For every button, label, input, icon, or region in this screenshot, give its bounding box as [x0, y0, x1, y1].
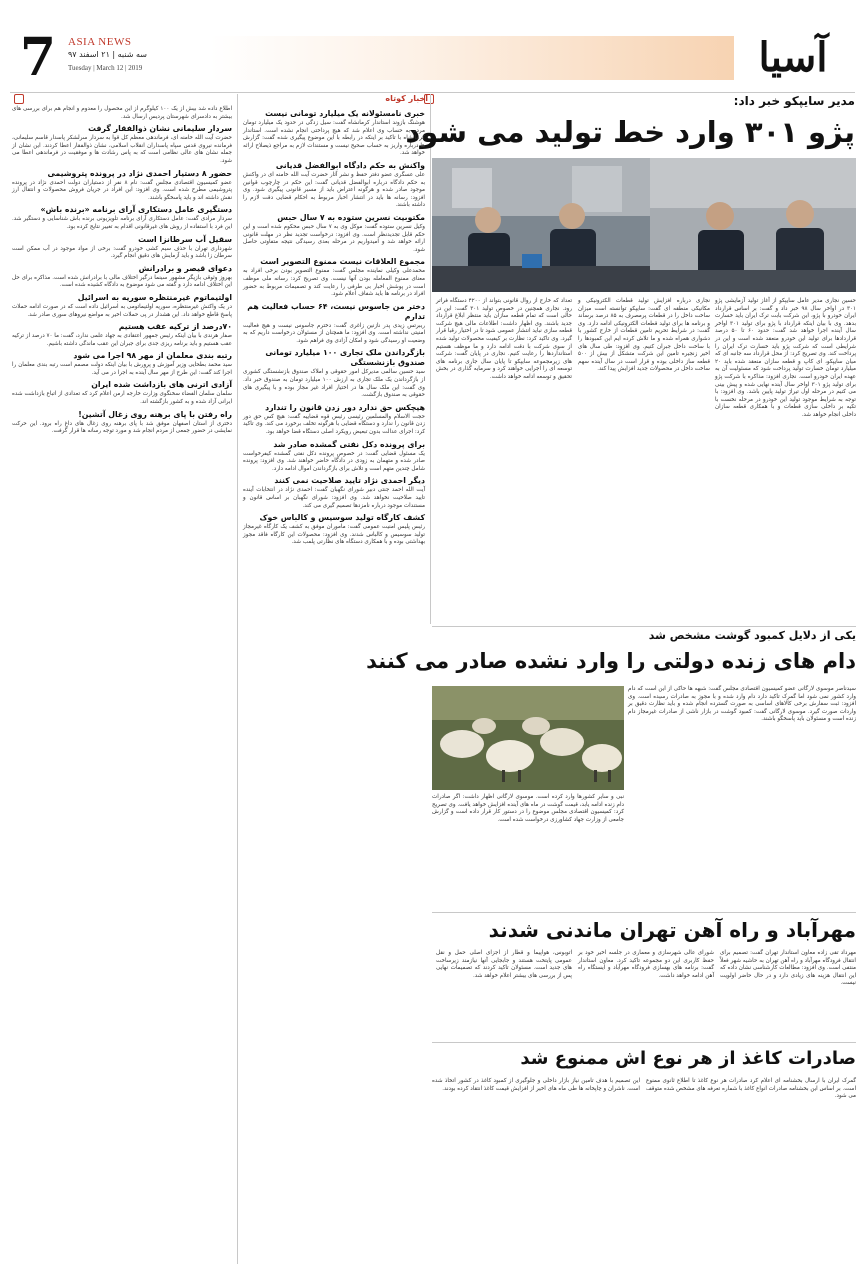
rail-body: اتوبوس، هواپیما و قطار از اجزای اصلی حمل و نقل عمومی پایتخت هستند و جابجایی آنها نیازمند زیرساخت های جدید است. مسئولان تاکید کردند که تصمیمات نهایی پس از بررسی های بیشتر اعلام خواهد شد.: [436, 950, 572, 979]
meeting-photo-icon: [432, 158, 650, 292]
news-body: صفار هرندی با بیان اینکه رئیس جمهور اعتقادی به جهاد علمی ندارد، گفت: ما ۷۰ درصد از ترکیه عقب هستیم و باید برنامه ریزی جدی برای جبران این عقب ماندگی داشته باشیم.: [12, 333, 232, 347]
news-title: حضور ۸ دستیار احمدی نژاد در پرونده پتروشیمی: [47, 168, 232, 178]
brief-title: برای پرونده دکل نفتی گمشده صادر شد: [273, 439, 425, 449]
divider: [432, 626, 856, 627]
brief-body: هوشنگ بازوند استاندار کرمانشاه گفت: سیل زدگی در حدود یک میلیارد تومان مردم به حساب وی اعلام شد که هیچ پرداختی انجام نشده است. استاندار کرمانشاه با تاکید بر اینکه در رابطه با این موضوع پیگیری شده گفت: گزارش ها درباره واریز به حساب صحیح نیست و مستندات لازم به مراجع ذیصلاح ارائه خواهد شد.: [243, 120, 425, 157]
lead-photo: [432, 158, 650, 292]
briefs-column: [243, 106, 425, 1264]
news-title: رتبه بندی معلمان از مهر ۹۸ اجرا می شود: [73, 351, 232, 361]
news-body: سلمان سلمان الفضاء سخنگوی وزارت خارجه ارمن اعلام کرد که تعدادی از اتباع بازداشت شده ایرانی آزاد شده و به کشور بازگشته اند.: [12, 391, 232, 406]
paper-body: گمرک ایران با ارسال بخشنامه ای اعلام کرد صادرات هر نوع کاغذ تا اطلاع ثانوی ممنوع است. بر اساس این بخشنامه صادرات انواع کاغذ با شماره تعرفه های مشخص شده متوقف می شود.: [646, 1078, 856, 1100]
left-column: اطلاع داده شد بیش از یک ۱۰۰ کیلوگرم از این محصول را معدوم و انجام هم برای بررسی های بیشتر به دادسرای شهرستان پردیس ارسال شد. سردار سلیمانی نشان ذوالفقار گرفت حضرت آیت الله خامنه ای، فرماندهی معظم کل قوا به سردار سرلشکر پاسدار قاسم سلیمانی، فرمانده نیروی قدس سپاه پاسداران انقلاب اسلامی، نشان ذوالفقار اعطا کردند. این نشان از جمله نشان های عالی نظامی است که به پاس رشادت ها و موفقیت در فرماندهی اعطا می شود. حضور ۸ دستیار احمدی نژاد در پرونده پتروشیمی عضو کمیسیون اقتصادی مجلس گفت: نام ۸ نفر از دستیاران دولت احمدی نژاد در پرونده پتروشیمی مطرح شده است. وی افزود: این افراد در جریان فروش محصولات و انتقال ارز نقش داشته اند و باید پاسخگو باشند. دستگیری عامل دستکاری آرای برنامه «برنده باش» سردار مرادی گفت: عامل دستکاری آرای برنامه تلویزیونی برنده باش شناسایی و دستگیر شد. این فرد با استفاده از روش های غیرقانونی اقدام به تغییر نتایج کرده بود. سقیل آب سرطانزا است شهرداری تهران با حذف سیم کشی خودرو گفت: برخی از مواد موجود در آب ممکن است سرطان زا باشد و باید آزمایش های دقیق انجام گیرد. دعوای قیصر و برادرانش بهروز وثوقی بازیگر مشهور سینما درگیر اختلاف مالی با برادرانش شده است. مذاکره برای حل این اختلاف ادامه دارد و گفته می شود موضوع به دادگاه کشیده شده است. اولتیماتوم غیرمنتظره سوریه به اسرائیل در یک واکنش غیرمنتظره، سوریه اولتیماتومی به اسرائیل داده است که در صورت ادامه حملات پاسخ قاطع خواهد داد. این هشدار در پی حملات اخیر به مواضع نیروهای سوری صادر شد. ۷۰درصد از ترکیه عقب هستیم صفار هرندی با بیان اینکه رئیس جمهور اعتقادی به جهاد علمی ندارد، گفت: ما ۷۰ درصد از ترکیه عقب هستیم و باید برنامه ریزی جدی برای جبران این عقب ماندگی داشته باشیم. رتبه بندی معلمان از مهر ۹۸ اجرا می شود سید محمد بطحایی وزیر آموزش و پرورش با بیان اینکه دولت مصمم است رتبه بندی معلمان را اجرا کند گفت: این طرح از مهر سال آینده به اجرا در می آید. آزادی اترنی های بازداشت شده ایران سلمان سلمان الفضاء سخنگوی وزارت خارجه ارمن اعلام کرد که تعدادی از اتباع بازداشت شده ایرانی آزاد شده و به کشور بازگشته اند. راه رفتن با پای برهنه روی زغال آتشین! دختری از استان اصفهان موفق شد با پای برهنه روی زغال های داغ راه برود. این حرکت نمایشی در حضور جمعی از مردم انجام شد و مورد توجه رسانه ها قرار گرفت.: [12, 106, 232, 435]
news-title: ۷۰درصد از ترکیه عقب هستیم: [118, 322, 232, 332]
brief-title: دختر من جاسوس نیست، ۶۴ حساب فعالیت هم تدارم: [247, 301, 425, 321]
news-body: سردار مرادی گفت: عامل دستکاری آرای برنامه تلویزیونی برنده باش شناسایی و دستگیر شد. این فرد با استفاده از روش های غیرقانونی اقدام به تغییر نتایج کرده بود.: [12, 216, 232, 230]
brief-title: دیگر احمدی نژاد تایید صلاحیت نمی کنند: [274, 476, 425, 486]
news-title: راه رفتن با پای برهنه روی زغال آتشین!: [78, 409, 232, 419]
news-title: اولتیماتوم غیرمنتظره سوریه به اسرائیل: [77, 292, 232, 302]
lead-body: تعداد که خارج از روال قانونی بتواند از ۴۲۰۰ دستگاه فراتر رود. نجاری همچنین در خصوص تولید ۳۰۱ گفت: این در حالی است که تمام قطعه سازان باید منتظر ابلاغ قرارداد جدید باشند. وی اظهار داشت: اطلاعات مالی هیچ شرکت قطعه سازی نباید انتشار عمومی شود تا در اختیار رقبا قرار گیرد. وی تاکید کرد: نظارت بر کیفیت محصولات تولید شده از سوی شرکت با دقت ادامه دارد و ما موظف هستیم استانداردها را رعایت کنیم. نجاری در پایان گفت: شرکت های زیرمجموعه سایپکو تا پایان سال جاری برنامه های توسعه ای را اجرایی خواهند کرد و سرمایه گذاری در بخش تحقیق و توسعه ادامه خواهد داشت.: [436, 298, 573, 380]
news-title: آزادی اترنی های بازداشت شده ایران: [91, 380, 232, 390]
news-body: در یک واکنش غیرمنتظره، سوریه اولتیماتومی به اسرائیل داده است که در صورت ادامه حملات پاسخ قاطع خواهد داد. این هشدار در پی حملات اخیر به مواضع نیروهای سوری صادر شد.: [12, 303, 232, 318]
brief-body: محمدعلی وکیلی نماینده مجلس گفت: ممنوع التصویر بودن برخی افراد به معنای ممنوع المعامله بودن آنها نیست. وی تصریح کرد: رسانه ملی موظف است در پوشش اخبار بی طرفی را رعایت کند و تصمیمات مربوط به حضور افراد در برنامه ها باید شفاف اعلام شود.: [243, 268, 425, 298]
sheep-photo: [432, 686, 624, 790]
divider: [430, 94, 431, 624]
news-title: دعوای قیصر و برادرانش: [138, 263, 232, 273]
arrow-icon: [424, 94, 434, 104]
news-body: شهرداری تهران با حذف سیم کشی خودرو گفت: برخی از مواد موجود در آب ممکن است سرطان زا باشد و باید آزمایش های دقیق انجام گیرد.: [12, 245, 232, 260]
divider: [237, 94, 238, 1264]
brief-body: وکیل نسرین ستوده گفت: موکل وی به ۷ سال حبس محکوم شده است و این حکم قابل تجدیدنظر است. وی افزود: درخواست تجدید نظر در مهلت قانونی ارائه خواهد شد و امیدواریم در مرحله بعدی رسیدگی نتیجه متفاوتی حاصل شود.: [243, 223, 425, 253]
meat-body: سیدناصر موسوی لارگانی عضو کمیسیون اقتصادی مجلس گفت: شبهه ها حاکی از این است که دام وارد کشور نمی شود اما گمرک تاکید دارد دام وارد شده و با مجوز به صادرات رسیده است. وی افزود: ثبت سفارش برخی کالاهای اساسی به صورت گسترده انجام شده و باید نظارت دقیق بر واردات صورت گیرد. موسوی لارگانی گفت: کمبود گوشت در بازار ناشی از صادرات غیرمجاز دام زنده است و مسئولان باید پاسخگو باشند.: [628, 686, 856, 723]
news-body: دختری از استان اصفهان موفق شد با پای برهنه روی زغال های داغ راه برود. این حرکت نمایشی در حضور جمعی از مردم انجام شد و مورد توجه رسانه ها قرار گرفت.: [12, 420, 232, 435]
masthead-gradient-bar: [210, 36, 734, 80]
brief-title: خبری نامسئولانه یک میلیارد تومانی نیست: [265, 109, 425, 118]
news-body: بهروز وثوقی بازیگر مشهور سینما درگیر اختلاف مالی با برادرانش شده است. مذاکره برای حل این اختلاف ادامه دارد و گفته می شود موضوع به دادگاه کشیده شده است.: [12, 274, 232, 289]
paper-headline: صادرات کاغذ از هر نوع اش ممنوع شد: [520, 1048, 856, 1069]
news-title: سقیل آب سرطانزا است: [138, 234, 232, 244]
masthead: [0, 0, 866, 86]
date-fa: سه شنبه | ۲۱ اسفند ۹۷: [68, 50, 147, 59]
rail-body: مهرداد تقی زاده معاون استاندار تهران گفت: تصمیم برای انتقال فرودگاه مهرآباد و راه آهن تهران به حاشیه شهر فعلاً منتفی است. وی افزود: مطالعات کارشناسی نشان داده که این انتقال هزینه های زیادی دارد و در حال حاضر اولویت نیست.: [720, 950, 856, 987]
brief-body: آیت الله احمد جنتی دبیر شورای نگهبان گفت: احمدی نژاد در انتخابات آینده تایید صلاحیت نخواهد شد. وی افزود: شورای نگهبان بر اساس قانون و مستندات موجود درباره نامزدها تصمیم گیری می کند.: [243, 487, 425, 509]
paper-body: این تصمیم با هدف تامین نیاز بازار داخلی و جلوگیری از کمبود کاغذ در کشور اتخاذ شده است. ناشران و چاپخانه ها طی ماه های اخیر از افزایش قیمت کاغذ انتقاد کرده بودند.: [432, 1078, 640, 1092]
logo: آسیا: [758, 34, 828, 81]
brief-body: حجت الاسلام والمسلمین رئیسی رئیس قوه قضاییه گفت: هیچ کس حق دور زدن قانون را ندارد و دستگاه قضایی با هرگونه تخلف برخورد می کند. وی تاکید کرد: اجرای عدالت بدون تبعیض رویکرد اصلی دستگاه قضا خواهد بود.: [243, 413, 425, 436]
news-title: دستگیری عامل دستکاری آرای برنامه «برنده باش»: [40, 205, 232, 215]
brief-body: سید حسین سالمی مدیرکل امور حقوقی و املاک صندوق بازنشستگی کشوری از بازگرداندن یک ملک تجاری به ارزش ۱۰۰ میلیارد تومان به صندوق خبر داد. وی گفت: این ملک سال ها در اختیار افراد غیر مجاز بوده و با پیگیری های حقوقی به صندوق بازگشت.: [243, 369, 426, 399]
brief-title: هیچکس حق ندارد دور زدن قانون را تندارد: [265, 402, 425, 412]
brief-title: کشف کارگاه تولید سوسیس و کالباس خوک: [259, 513, 425, 523]
section-label: اخبار کوتاه: [385, 94, 428, 103]
brief-title: مجموع العلاقات نیست ممنوع التصویر است: [260, 257, 425, 267]
news-body: عضو کمیسیون اقتصادی مجلس گفت: نام ۸ نفر از دستیاران دولت احمدی نژاد در پرونده پتروشیمی مطرح شده است. وی افزود: این افراد در جریان فروش محصولات و انتقال ارز نقش داشته اند و باید پاسخگو باشند.: [12, 179, 232, 201]
brief-title: مکتوبیت نسرین ستوده به ۷ سال حبس: [277, 212, 425, 222]
sheep-icon: [432, 686, 624, 790]
page-number: 7: [19, 27, 57, 88]
brief-body: ریبرتس زیدی پدر نازنین زاغری گفت: دخترم جاسوس نیست و هیچ فعالیت امنیتی نداشته است. وی افزود: ما همچنان از مسئولان درخواست داریم که به وضعیت او رسیدگی شود و امکان آزادی وی فراهم شود.: [243, 322, 425, 344]
brand-en: ASIA NEWS: [68, 36, 132, 48]
brief-body: یک مسئول قضایی گفت: در خصوص پرونده دکل نفتی گمشده کیفرخواست صادر شده و متهمان به زودی در دادگاه حاضر خواهند شد. وی افزود: پرونده شامل چندین متهم است و تلاش برای بازگرداندن اموال ادامه دارد.: [243, 450, 425, 472]
meat-headline: دام های زنده دولتی را وارد نشده صادر می کنند: [366, 649, 856, 673]
divider: [432, 1042, 856, 1043]
lead-kicker: مدیر سایپکو خبر داد:: [733, 94, 855, 108]
brief-title: واکنش به حکم دادگاه ابوالفضل قدیانی: [275, 160, 425, 170]
meat-kicker: یکی از دلایل کمبود گوشت مشخص شد: [648, 629, 856, 642]
lead-photo: [650, 158, 856, 292]
date-en: Tuesday | March 12 | 2019: [68, 64, 143, 72]
brief-body: علی عسگری عضو دفتر حفظ و نشر آثار حضرت آیت الله خامنه ای در واکنش به حکم دادگاه درباره ابوالفضل قدیانی گفت: این حکم در چارچوب قوانین موجود صادر شده و هرگونه اعتراض باید از مسیر قانونی پیگیری شود. وی افزود: رسانه ها باید در انتشار اخبار مربوط به احکام قضایی دقت لازم را داشته باشند.: [243, 171, 425, 209]
rail-headline: مهرآباد و راه آهن تهران ماندنی شدند: [488, 918, 856, 942]
rail-body: شورای عالی شهرسازی و معماری در جلسه اخیر خود بر حفظ کاربری این دو مجموعه تاکید کرد. معاون استاندار گفت: برنامه های بهسازی فرودگاه مهرآباد و ایستگاه راه آهن ادامه خواهد داشت.: [578, 950, 714, 979]
news-title: سردار سلیمانی نشان ذوالفقار گرفت: [88, 124, 232, 134]
lead-headline: پژو ۳۰۱ وارد خط تولید می شود: [405, 115, 855, 149]
lead-body: حسین نجاری مدیر عامل سایپکو از آغاز تولید آزمایشی پژو ۳۰۱ در اواخر سال ۹۸ خبر داد و گفت: بر اساس قرارداد ایران خودرو با پژو، این شرکت بابت ترک ایران باید خسارت بدهد. وی با بیان اینکه قرارداد با پژو برای تولید ۳۰۱ اواخر سال آینده اجرا خواهد شد گفت: حدود ۶۰ تا ۵۰ درصد قراردادها برای تولید این خودرو منعقد شده است و این در شرایطی است که شرکت پژو باید خسارت ترک ایران را پرداخت کند. وی تصریح کرد: از محل قرارداد سه جانبه ای که میان سایپکو، ای کاپ و قطعه سازان منعقد شده باید ۲۰ میلیارد تومان خسارت تولید پرداخت شود که مسئولیت آن به عهده ایران خودرو است. نجاری افزود: مذاکره با شرکت پژو برای تولید پژو ۳۰۱ اواخر سال آینده نهایی شده و پیش بینی می کنیم در مرحله اول تیراژ تولید پایین باشد. وی افزود: با توجه به شرایط موجود تولید این خودرو در مرحله نخست با تکیه بر داخلی سازی قطعات و با همکاری قطعه سازان داخلی انجام خواهد شد.: [715, 298, 856, 418]
news-body: سید محمد بطحایی وزیر آموزش و پرورش با بیان اینکه دولت مصمم است رتبه بندی معلمان را اجرا کند گفت: این طرح از مهر سال آینده به اجرا در می آید.: [12, 362, 232, 376]
news-body: حضرت آیت الله خامنه ای، فرماندهی معظم کل قوا به سردار سرلشکر پاسدار قاسم سلیمانی، فرمانده نیروی قدس سپاه پاسداران انقلاب اسلامی، نشان ذوالفقار اعطا کردند. این نشان از جمله نشان های عالی نظامی است که به پاس رشادت ها و موفقیت در فرماندهی اعطا می شود.: [12, 135, 232, 164]
arrow-icon: [14, 94, 24, 104]
brief-title: بازگرداندن ملک تجاری ۱۰۰ میلیارد تومانی صندوق بازنشستگی: [265, 348, 425, 368]
meat-body: نبی و سایر کشورها وارد کرده است. موسوی لارگانی اظهار داشت: اگر صادرات دام زنده ادامه یابد، قیمت گوشت در ماه های آینده افزایش خواهد یافت. وی تصریح کرد: کمیسیون اقتصادی مجلس موضوع را در دستور کار قرار داده است و گزارش جامعی از وزارت جهاد کشاورزی درخواست شده است.: [432, 794, 624, 823]
lead-body: نجاری درباره افزایش تولید قطعات الکترونیکی و مکانیکی منطقه ای گفت: سایپکو توانسته است میزان ساخت داخل را در قطعات پرمصرف به ۸۵ درصد برساند و برنامه ها برای تولید قطعات الکترونیکی ادامه دارد. وی گفت: در شرایط تحریم تامین قطعات از خارج کشور با دشواری همراه شده و ما تلاش کرده ایم این کمبودها را با ساخت داخل جبران کنیم. وی افزود: طی سال های اخیر زنجیره تامین این شرکت متشکل از بیش از ۵۰۰ قطعه ساز داخلی بوده و قرار است در سال آینده سهم ساخت داخل در محصولات جدید افزایش پیدا کند.: [578, 298, 710, 373]
divider: [432, 912, 856, 913]
brief-body: رئیس پلیس امنیت عمومی گفت: ماموران موفق به کشف یک کارگاه غیرمجاز تولید سوسیس و کالباس شدند. وی افزود: محصولات این کارگاه فاقد مجوز بهداشتی بوده و با همکاری دستگاه های نظارتی پلمب شد.: [243, 524, 425, 546]
